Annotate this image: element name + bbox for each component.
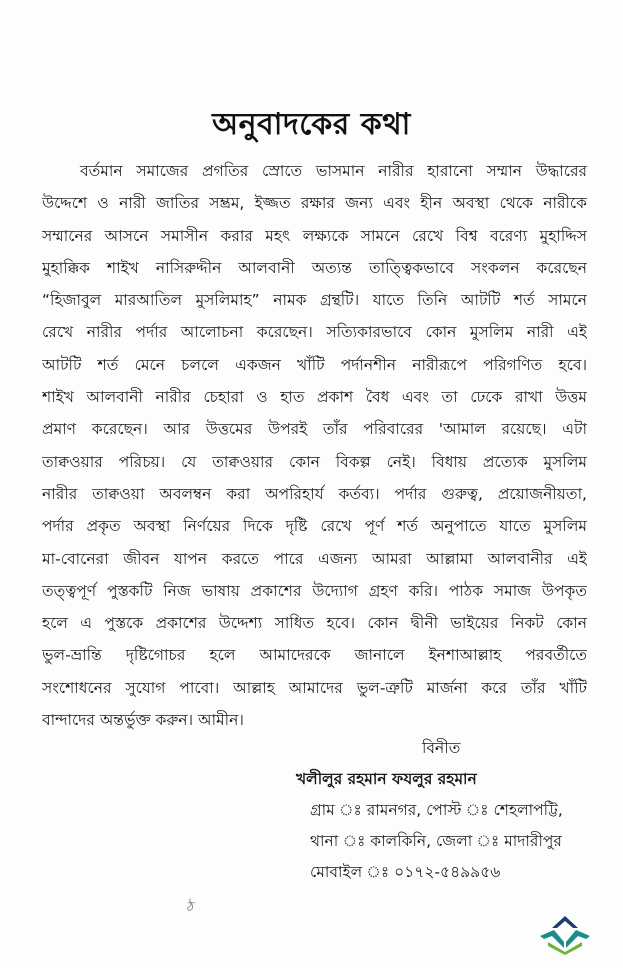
signature-name: খলীলুর রহমান ফযলুর রহমান (296, 770, 477, 788)
body-line: নারীর তাক্বওয়া অবলম্বন করা অপরিহার্য কর্তব্য। পর্দার গুরুত্ব, প্রয়োজনীয়তা, (42, 484, 587, 503)
signature-address-line2: থানা ঃ কালকিনি, জেলা ঃ মাদারীপুর (310, 832, 562, 850)
page-title: অনুবাদকের কথা (212, 107, 411, 142)
body-line: ভুল-ভ্রান্তি দৃষ্টিগোচর হলে আমাদেরকে জানালে ইনশাআল্লাহ পরবর্তীতে (42, 646, 587, 665)
body-line: বর্তমান সমাজের প্রগতির স্রোতে ভাসমান নারীর হারানো সম্মান উদ্ধারের (80, 162, 587, 180)
body-line: মুহাক্কিক শাইখ নাসিরুদ্দীন আলবানী অত্যন্ত তাত্ত্বিকভাবে সংকলন করেছেন (42, 258, 587, 277)
body-line: আটটি শর্ত মেনে চললে একজন খাঁটি পর্দানশীন নারীরূপে পরিগণিত হবে। (42, 355, 587, 374)
body-line: সংশোধনের সুযোগ পাবো। আল্লাহ আমাদের ভুল-ত্রুটি মার্জনা করে তাঁর খাঁটি (42, 678, 587, 697)
signature-block (290, 733, 590, 888)
signature-address-line1: গ্রাম ঃ রামনগর, পোস্ট ঃ শেহলাপট্টি, (310, 801, 563, 819)
body-line: উদ্দেশে ও নারী জাতির সম্ভ্রম, ইজ্জত রক্ষার জন্য এবং হীন অবস্থা থেকে নারীকে (42, 194, 587, 213)
body-line: রেখে নারীর পর্দার আলোচনা করেছেন। সত্যিকারভাবে কোন মুসলিম নারী এই (42, 323, 587, 342)
body-line: “হিজাবুল মারআতিল মুসলিমাহ” নামক গ্রন্থটি। যাতে তিনি আটটি শর্ত সামনে (42, 291, 587, 310)
body-line: সম্মানের আসনে সমাসীন করার মহৎ লক্ষ্যকে সামনে রেখে বিশ্ব বরেণ্য মুহাদ্দিস (42, 226, 587, 245)
body-line: তাক্বওয়ার পরিচয়। যে তাক্বওয়ার কোন বিকল্প নেই। বিধায় প্রত্যেক মুসলিম (42, 452, 587, 471)
page-mark: ঠ (186, 900, 193, 915)
signature-phone: মোবাইল ঃ ০১৭২-৫৪৯৯৫৬ (310, 863, 501, 881)
body-line: তত্ত্বপূর্ণ পুস্তকটি নিজ ভাষায় প্রকাশের উদ্যোগ গ্রহণ করি। পাঠক সমাজ উপকৃত (42, 581, 587, 600)
body-line: বান্দাদের অন্তর্ভুক্ত করুন। আমীন। (42, 711, 244, 730)
body-line: হলে এ পুস্তকে প্রকাশের উদ্দেশ্য সাধিত হবে। কোন দ্বীনী ভাইয়ের নিকট কোন (42, 614, 587, 633)
signature-closing: বিনীত (422, 739, 461, 757)
body-text (42, 155, 587, 736)
body-line: শাইখ আলবানী নারীর চেহারা ও হাত প্রকাশ বৈধ এবং তা ঢেকে রাখা উত্তম (42, 388, 587, 407)
body-line: পর্দার প্রকৃত অবস্থা নির্ণয়ের দিকে দৃষ্টি রেখে পূর্ণ শর্ত অনুপাতে যাতে মুসলিম (42, 517, 587, 536)
body-line: মা-বোনেরা জীবন যাপন করতে পারে এজন্য আমরা আল্লামা আলবানীর এই (42, 549, 587, 568)
publisher-logo-icon (536, 908, 594, 956)
body-line: প্রমাণ করেছেন। আর উত্তমের উপরই তাঁর পরিবারের 'আমাল রয়েছে। এটা (42, 420, 587, 439)
